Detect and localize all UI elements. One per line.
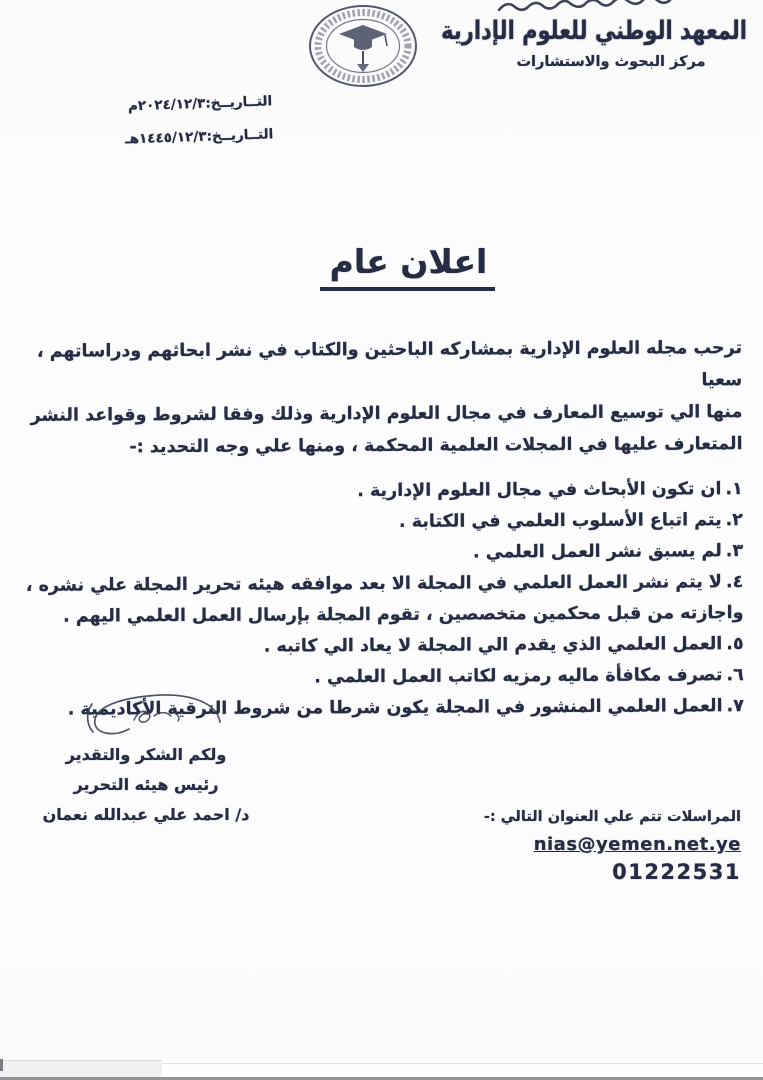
- letterhead-right-block: [441, 0, 747, 70]
- signoff-block: [38, 740, 254, 830]
- intro-line: منها الي توسيع المعارف في مجال العلوم الإدارية وذلك وفقا لشروط وقواعد النشر: [30, 402, 743, 426]
- graduation-cap-icon: [339, 25, 387, 72]
- condition-text: يتم اتباع الأسلوب العلمي في الكتابة .: [398, 510, 722, 532]
- condition-number: ٤.: [725, 572, 744, 593]
- research-center-name: مركز البحوث والاستشارات: [516, 54, 706, 70]
- conditions-list: [17, 474, 744, 726]
- handwritten-signature-icon: [84, 690, 226, 744]
- scan-edge-tick: [0, 1059, 3, 1071]
- condition-text: العمل العلمي الذي يقدم الي المجلة لا يعاد الي كاتبه .: [263, 634, 723, 657]
- date-block: [57, 93, 274, 166]
- condition-item: [17, 567, 743, 633]
- condition-item: [17, 474, 743, 509]
- condition-item: [18, 629, 744, 664]
- date-hijri: التــاريــخ:١٤٤٥/١٢/٣هـ: [124, 126, 274, 148]
- contact-block: [459, 809, 741, 884]
- condition-item: [17, 505, 743, 540]
- institute-name-calligraphy: المعهد الوطني للعلوم الإدارية: [441, 16, 747, 46]
- correspondence-label: المراسلات تتم علي العنوان التالي :-: [483, 809, 741, 825]
- signatory-name: د/ احمد علي عبدالله نعمان: [42, 805, 250, 824]
- condition-number: ٣.: [725, 541, 744, 562]
- condition-number: ٢.: [725, 510, 744, 531]
- signatory-role: رئيس هيئه التحرير: [73, 775, 219, 794]
- institute-seal-icon: [306, 4, 420, 88]
- condition-number: ١.: [725, 479, 743, 500]
- intro-line: المتعارف عليها في المجلات العلمية المحكمة ، ومنها علي وجه التحديد :-: [129, 434, 743, 458]
- condition-text: لا يتم نشر العمل العلمي في المجلة الا بعد موافقه هيئه تحرير المجلة علي نشره ، واجازته من قبل محكمين متخصصين ، تقوم المجلة بإرسال العمل العلمي اليهم .: [25, 572, 744, 627]
- email-link[interactable]: nias@yemen.net.ye: [533, 834, 741, 855]
- condition-text: لم يسبق نشر العمل العلمي .: [472, 541, 722, 563]
- announcement-title: اعلان عام: [320, 242, 496, 291]
- clipped-calligraphy-icon: [495, 0, 727, 13]
- intro-line: ترحب مجله العلوم الإدارية بمشاركه الباحثين والكتاب في نشر ابحاثهم ودراساتهم ، سعيا: [36, 338, 743, 391]
- condition-text: العمل العلمي المنشور في المجلة يكون شرطا من شروط الترقية الأكاديمية .: [67, 696, 723, 720]
- condition-number: ٥.: [726, 634, 744, 655]
- condition-number: ٧.: [726, 696, 744, 717]
- announcement-body: [16, 332, 744, 726]
- closing-thanks: ولكم الشكر والتقدير: [65, 745, 227, 764]
- date-gregorian: التــاريــخ:٢٠٢٤/١٢/٣م: [127, 93, 273, 115]
- phone-number: 01222531: [612, 860, 741, 884]
- condition-text: تصرف مكافأة ماليه رمزيه لكاتب العمل العلمي .: [314, 665, 723, 688]
- condition-text: ان تكون الأبحاث في مجال العلوم الإدارية .: [357, 479, 722, 502]
- condition-number: ٦.: [726, 665, 744, 686]
- condition-item: [17, 536, 743, 571]
